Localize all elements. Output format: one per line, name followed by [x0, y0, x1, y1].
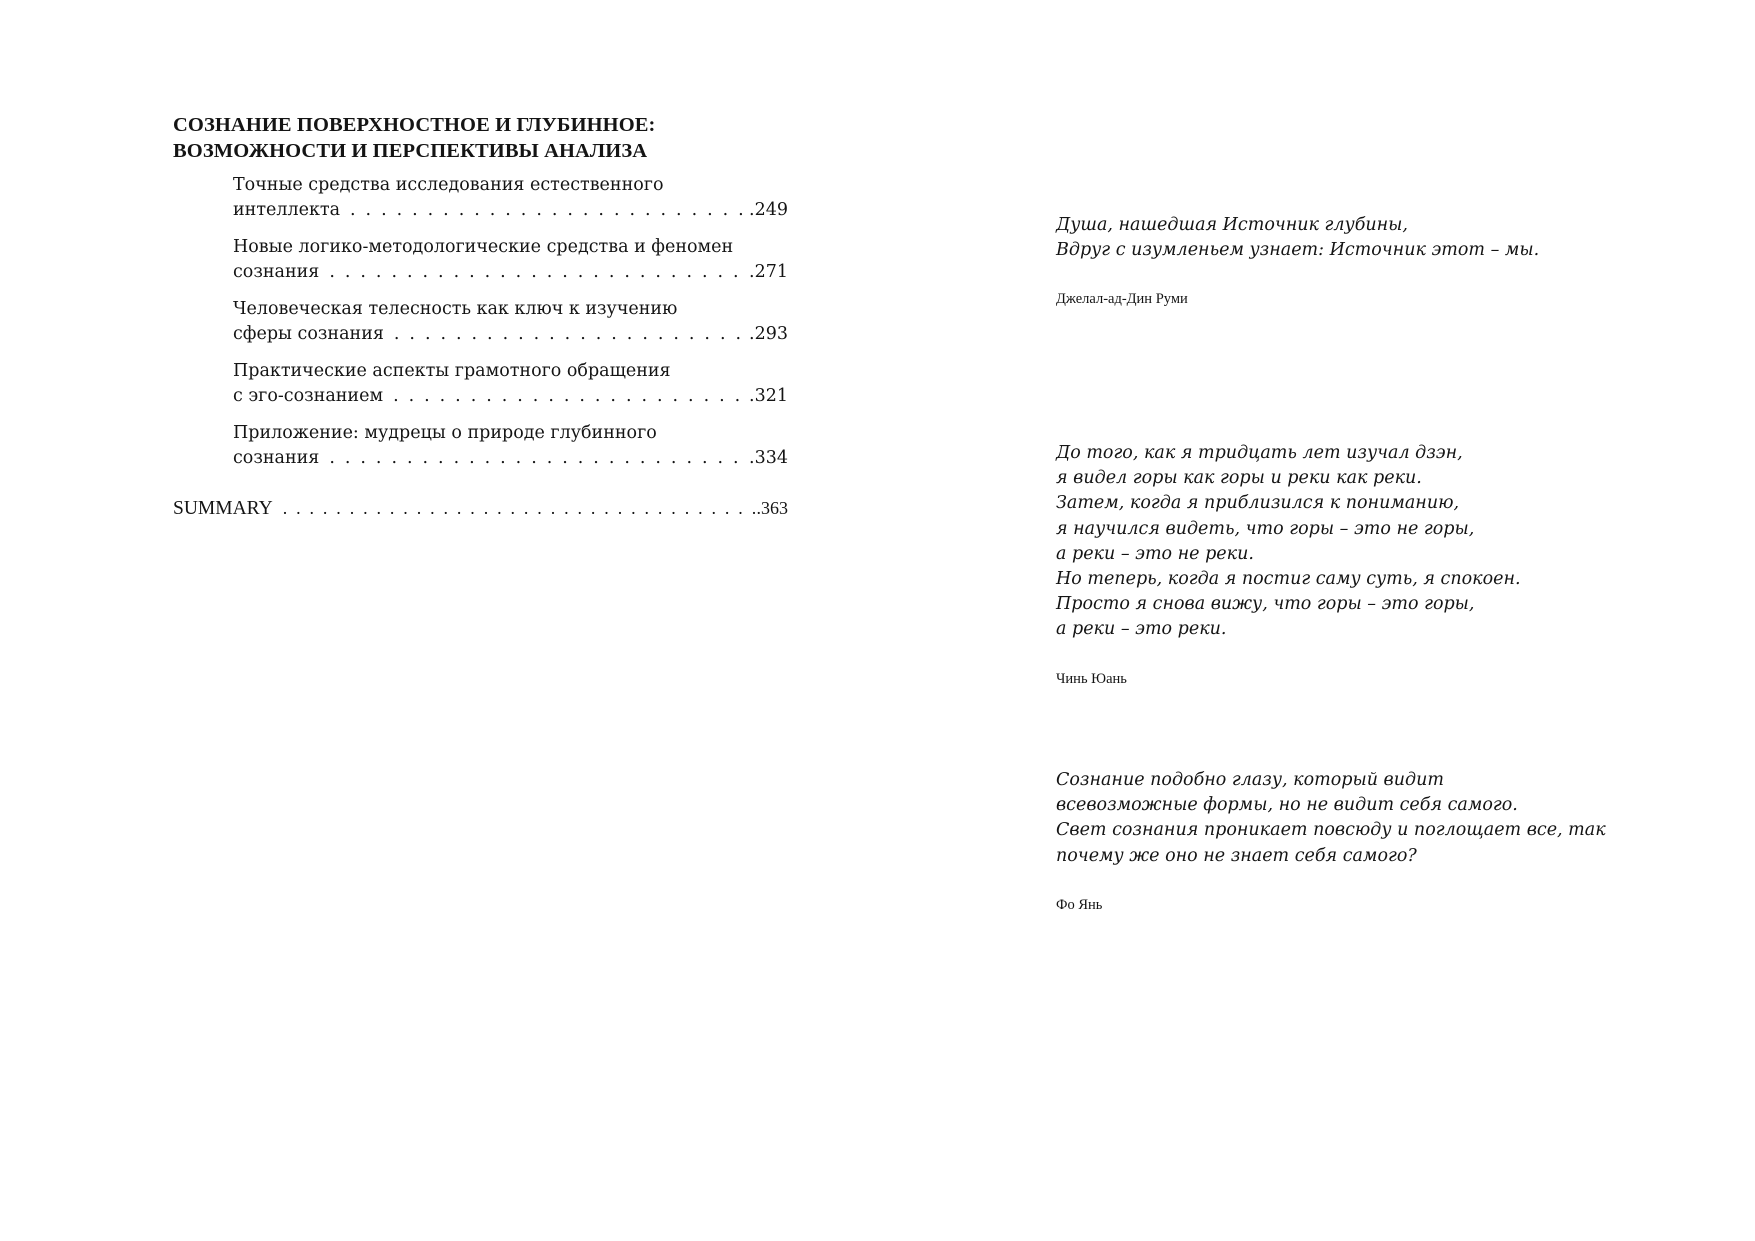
toc-entry-last-line: [233, 446, 788, 471]
toc-entry-title-line-2: сферы сознания: [233, 324, 384, 344]
toc-entry: [233, 421, 788, 471]
toc-dot-leader: [394, 322, 747, 347]
toc-dot-leader: [329, 260, 747, 285]
epigraph-line: а реки – это реки.: [1056, 619, 1227, 640]
toc-entry-title-line-1: Практические аспекты грамотного обращения: [233, 361, 671, 381]
toc-entry: [233, 359, 788, 409]
epigraph-line: всевозможные формы, но не видит себя самого.: [1056, 795, 1518, 816]
toc-entry-last-line: [233, 384, 788, 409]
toc-summary-entry: [173, 496, 788, 521]
epigraph-line: почему же оно не знает себя самого?: [1056, 845, 1417, 866]
epigraph-author: Фо Янь: [1056, 896, 1103, 913]
epigraph-author: Чинь Юань: [1056, 670, 1127, 687]
epigraph-chin-yuan: [1056, 441, 1676, 688]
epigraph-line: Затем, когда я приблизился к пониманию,: [1056, 493, 1460, 514]
toc-heading-line-2: ВОЗМОЖНОСТИ И ПЕРСПЕКТИВЫ АНАЛИЗА: [173, 140, 648, 162]
toc-page-number: .363: [756, 498, 788, 518]
toc-entry: [233, 235, 788, 285]
toc-dot-leader: [283, 496, 755, 521]
epigraph-line: я научился видеть, что горы – это не горы,: [1056, 518, 1475, 539]
toc-entry-title-line-2: сознания: [233, 262, 320, 282]
epigraph-quote: [1056, 768, 1676, 869]
toc-entry-title-line-2: сознания: [233, 448, 320, 468]
epigraph-line: Душа, нашедшая Источник глубины,: [1056, 215, 1408, 235]
epigraph-line: Просто я снова вижу, что горы – это горы,: [1056, 594, 1475, 615]
epigraph-fo-yan: [1056, 768, 1676, 914]
toc-entry: [233, 173, 788, 223]
toc-entry-title-line-2: с эго-сознанием: [233, 386, 384, 406]
toc-page-number: .321: [749, 386, 788, 406]
toc-page-number: .249: [749, 200, 788, 220]
toc-dot-leader: [329, 446, 747, 471]
toc-page-number: .293: [749, 324, 788, 344]
toc-dot-leader: [393, 384, 747, 409]
epigraph-author: Джелал-ад-Дин Руми: [1056, 291, 1188, 308]
toc-entry-title-line-1: Человеческая телесность как ключ к изучению: [233, 299, 678, 319]
toc-entry-title-line-2: интеллекта: [233, 200, 341, 220]
epigraph-line: Вдруг с изумленьем узнает: Источник этот – мы.: [1056, 240, 1540, 261]
epigraph-line: а реки – это не реки.: [1056, 543, 1254, 564]
epigraph-line: До того, как я тридцать лет изучал дзэн,: [1056, 443, 1463, 463]
epigraph-line: Сознание подобно глазу, который видит: [1056, 770, 1444, 790]
toc-entry-list: [173, 173, 788, 471]
table-of-contents: [173, 112, 788, 521]
toc-heading-line-1: СОЗНАНИЕ ПОВЕРХНОСТНОЕ И ГЛУБИННОЕ:: [173, 114, 656, 136]
epigraph-rumi: [1056, 213, 1676, 308]
toc-entry-title-line-1: Точные средства исследования естественного: [233, 175, 664, 195]
epigraph-quote: [1056, 441, 1676, 643]
toc-entry-title-line-1: Новые логико-методологические средства и феномен: [233, 237, 734, 257]
toc-entry-last-line: [233, 322, 788, 347]
epigraph-line: Но теперь, когда я постиг саму суть, я спокоен.: [1056, 569, 1521, 590]
toc-page-number: .271: [749, 262, 788, 282]
toc-section-heading: [173, 112, 788, 164]
epigraph-line: Свет сознания проникает повсюду и поглощает все, так: [1056, 820, 1606, 841]
toc-entry: [233, 297, 788, 347]
epigraph-line: я видел горы как горы и реки как реки.: [1056, 468, 1422, 489]
toc-dot-leader: [350, 198, 747, 223]
epigraph-quote: [1056, 213, 1676, 263]
toc-entry-title-line-1: Приложение: мудрецы о природе глубинного: [233, 423, 657, 443]
toc-summary-label: SUMMARY: [173, 498, 273, 519]
toc-entry-last-line: [233, 198, 788, 223]
toc-entry-last-line: [233, 260, 788, 285]
toc-page-number: .334: [749, 448, 788, 468]
